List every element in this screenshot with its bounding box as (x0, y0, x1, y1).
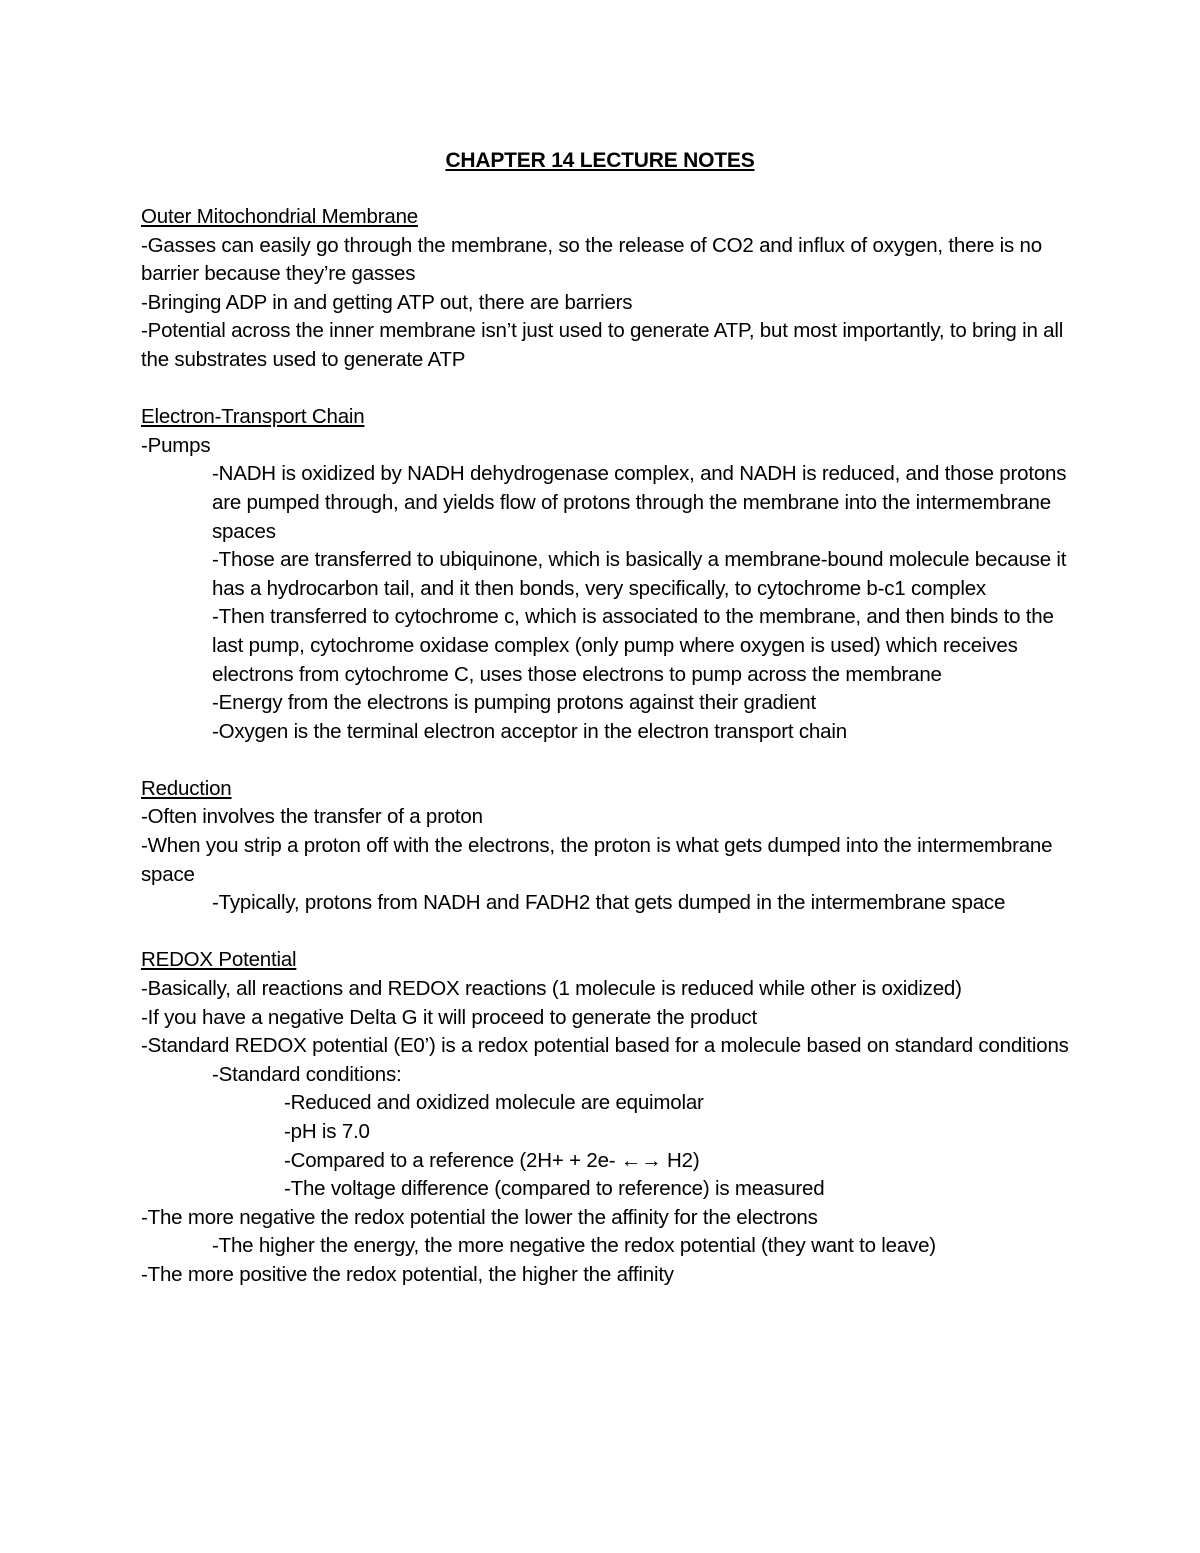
section-heading: Outer Mitochondrial Membrane (141, 205, 418, 228)
note-line: -The more positive the redox potential, the higher the affinity (141, 1262, 674, 1286)
note-line: -The more negative the redox potential the lower the affinity for the electrons (141, 1205, 818, 1229)
note-subline: -Standard conditions: (212, 1062, 402, 1086)
section-redox-potential (141, 946, 1071, 1289)
note-subsubline: -Reduced and oxidized molecule are equimolar (284, 1091, 704, 1115)
note-subline: -Energy from the electrons is pumping protons against their gradient (212, 691, 817, 715)
page-title: CHAPTER 14 LECTURE NOTES (445, 149, 755, 172)
note-line: -Potential across the inner membrane isn’t just used to generate ATP, but most importantly, to bring in all the substrates used to generate ATP (141, 319, 1064, 371)
section-reduction (141, 775, 1071, 918)
note-subline: -Then transferred to cytochrome c, which is associated to the membrane, and then binds to the last pump, cytochrome oxidase complex (only pump where oxygen is used) which receives electrons from cytochrome C, uses those electrons to pump across the membrane (212, 605, 1054, 686)
section-heading: Reduction (141, 776, 232, 800)
note-line: -Bringing ADP in and getting ATP out, there are barriers (141, 290, 633, 314)
note-line: -Standard REDOX potential (E0’) is a redox potential based for a molecule based on standard conditions (141, 1034, 1069, 1058)
note-subsubline: -The voltage difference (compared to reference) is measured (284, 1177, 825, 1201)
note-line: -Gasses can easily go through the membrane, so the release of CO2 and influx of oxygen, there is no barrier because they’re gasses (141, 233, 1042, 286)
note-line: -If you have a negative Delta G it will proceed to generate the product (141, 1005, 757, 1029)
note-line: -Basically, all reactions and REDOX reactions (1 molecule is reduced while other is oxidized) (141, 977, 962, 1001)
note-line: -Often involves the transfer of a proton (141, 805, 483, 829)
note-subsubline: -pH is 7.0 (284, 1120, 370, 1143)
section-heading: REDOX Potential (141, 948, 297, 972)
note-subline: -Oxygen is the terminal electron acceptor in the electron transport chain (212, 719, 847, 743)
note-line: -When you strip a proton off with the electrons, the proton is what gets dumped into the intermembrane space (141, 834, 1053, 886)
note-subline: -NADH is oxidized by NADH dehydrogenase complex, and NADH is reduced, and those protons are pumped through, and yields flow of protons through the membrane into the intermembrane spaces (212, 462, 1067, 543)
note-subsubline: -Compared to a reference (2H+ + 2e- ←→ H2) (284, 1148, 700, 1172)
note-line: -Pumps (141, 433, 211, 457)
note-subline: -The higher the energy, the more negative the redox potential (they want to leave) (212, 1234, 936, 1258)
notes-body (141, 203, 1071, 1318)
section-outer-mitochondrial-membrane (141, 203, 1071, 375)
section-electron-transport-chain (141, 403, 1071, 746)
section-heading: Electron-Transport Chain (141, 405, 365, 429)
note-subline: -Typically, protons from NADH and FADH2 that gets dumped in the intermembrane space (212, 891, 1006, 915)
note-subline: -Those are transferred to ubiquinone, which is basically a membrane-bound molecule because it has a hydrocarbon tail, and it then bonds, very specifically, to cytochrome b-c1 complex (212, 548, 1067, 600)
